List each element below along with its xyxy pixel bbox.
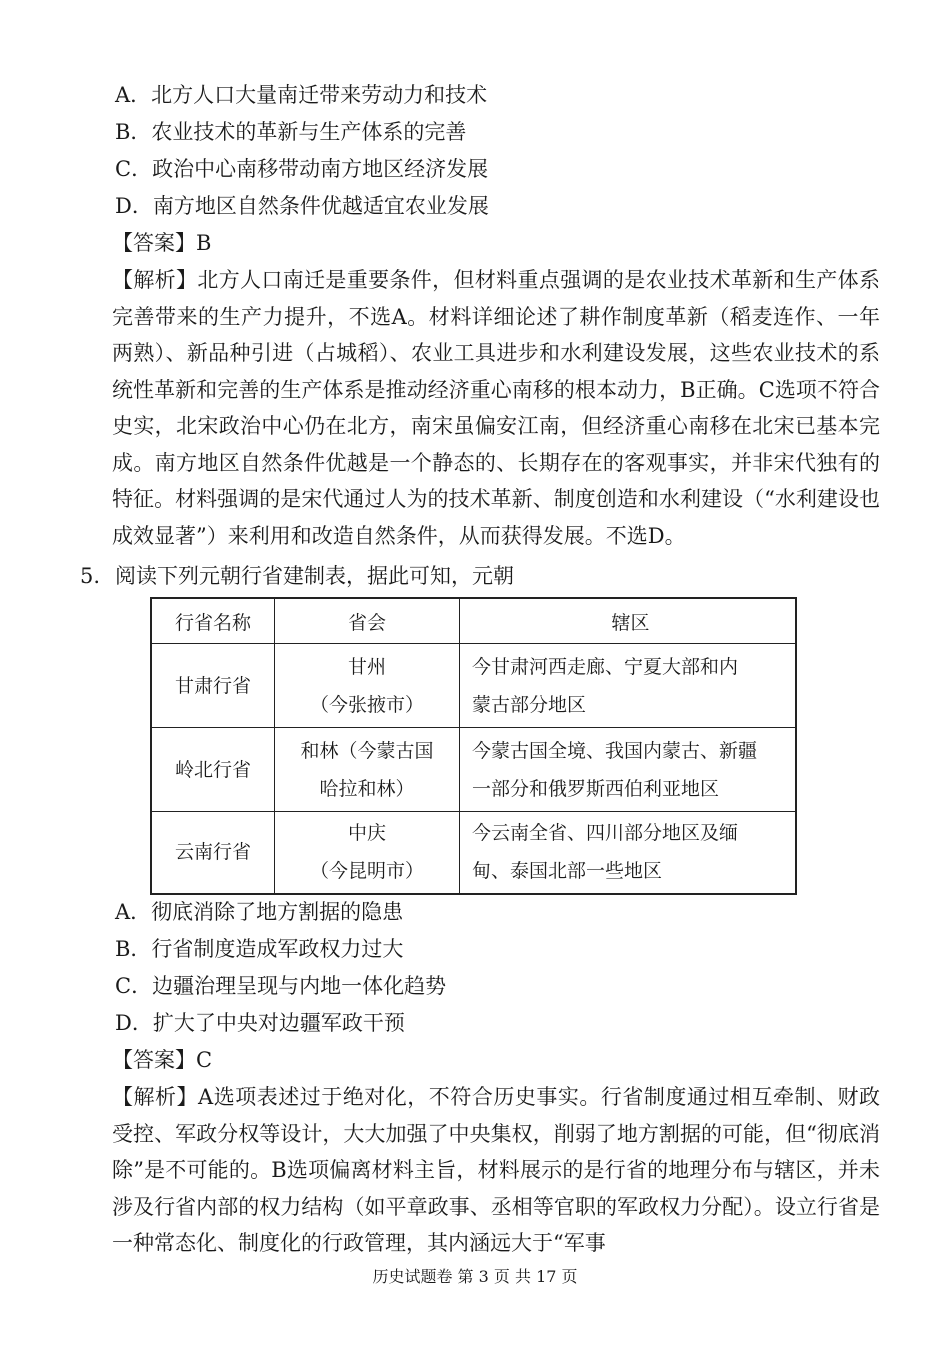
capital-cell <box>275 728 460 812</box>
q5-answer: 【答案】C <box>112 1048 213 1072</box>
header-capital: 省会 <box>275 598 460 644</box>
jurisdiction-line-2: 甸、泰国北部一些地区 <box>472 860 663 883</box>
q5-option-a: A．彻底消除了地方割据的隐患 <box>115 900 404 924</box>
capital-line-2: 哈拉和林） <box>319 777 415 800</box>
province-name: 甘肃行省 <box>151 644 275 728</box>
capital-cell <box>275 644 460 728</box>
q4-option-b: B．农业技术的革新与生产体系的完善 <box>115 120 467 144</box>
table-row <box>151 812 796 894</box>
page-footer: 历史试题卷 第 3 页 共 17 页 <box>372 1267 578 1286</box>
q5-analysis: 【解析】A选项表述过于绝对化，不符合历史事实。行省制度通过相互牵制、财政受控、军政分权等设计，大大加强了中央集权，削弱了地方割据的可能，但“彻底消除”是不可能的。B选项偏离材料主旨，材料展示的是行省的地理分布与辖区，并未涉及行省内部的权力结构（如平章政事、丞相等官职的军政权力分配）。设立行省是一种常态化、制度化的行政管理，其内涵远大于“军事 <box>112 1085 880 1255</box>
q4-answer: 【答案】B <box>112 231 212 255</box>
capital-line-1: 中庆 <box>347 822 386 845</box>
q4-option-a: A．北方人口大量南迁带来劳动力和技术 <box>115 83 488 107</box>
province-name: 云南行省 <box>151 812 275 894</box>
q4-option-c: C．政治中心南移带动南方地区经济发展 <box>115 157 489 181</box>
jurisdiction-line-1: 今甘肃河西走廊、宁夏大部和内 <box>472 655 739 678</box>
table-row <box>151 644 796 728</box>
q5-option-d: D．扩大了中央对边疆军政干预 <box>115 1011 405 1035</box>
table-header-row <box>151 598 796 644</box>
capital-cell <box>275 812 460 894</box>
capital-line-2: （今张掖市） <box>309 693 424 716</box>
jurisdiction-cell <box>460 728 797 812</box>
province-name: 岭北行省 <box>151 728 275 812</box>
jurisdiction-line-1: 今蒙古国全境、我国内蒙古、新疆 <box>472 739 758 762</box>
jurisdiction-line-2: 蒙古部分地区 <box>472 693 587 716</box>
header-province-name: 行省名称 <box>151 598 275 644</box>
q5-option-b: B．行省制度造成军政权力过大 <box>115 937 404 961</box>
jurisdiction-cell <box>460 644 797 728</box>
q5-number: 5. <box>80 564 101 588</box>
q5-stem: 阅读下列元朝行省建制表，据此可知，元朝 <box>115 564 514 588</box>
capital-line-1: 甘州 <box>347 655 386 678</box>
header-jurisdiction: 辖区 <box>460 598 797 644</box>
q4-analysis: 【解析】北方人口南迁是重要条件，但材料重点强调的是农业技术革新和生产体系完善带来的生产力提升，不选A。材料详细论述了耕作制度革新（稻麦连作、一年两熟）、新品种引进（占城稻）、农业工具进步和水利建设发展，这些农业技术的系统性革新和完善的生产体系是推动经济重心南移的根本动力，B正确。C选项不符合史实，北宋政治中心仍在北方，南宋虽偏安江南，但经济重心南移在北宋已基本完成。南方地区自然条件优越是一个静态的、长期存在的客观事实，并非宋代独有的特征。材料强调的是宋代通过人为的技术革新、制度创造和水利建设（“水利建设也成效显著”）来利用和改造自然条件，从而获得发展。不选D。 <box>112 268 880 548</box>
q4-option-d: D．南方地区自然条件优越适宜农业发展 <box>115 194 489 218</box>
capital-line-1: 和林（今蒙古国 <box>300 739 434 762</box>
capital-line-2: （今昆明市） <box>309 860 424 883</box>
jurisdiction-line-1: 今云南全省、四川部分地区及缅 <box>472 822 739 845</box>
table-row <box>151 728 796 812</box>
jurisdiction-line-2: 一部分和俄罗斯西伯利亚地区 <box>472 777 720 800</box>
q5-option-c: C．边疆治理呈现与内地一体化趋势 <box>115 974 447 998</box>
province-table <box>150 597 797 895</box>
jurisdiction-cell <box>460 812 797 894</box>
